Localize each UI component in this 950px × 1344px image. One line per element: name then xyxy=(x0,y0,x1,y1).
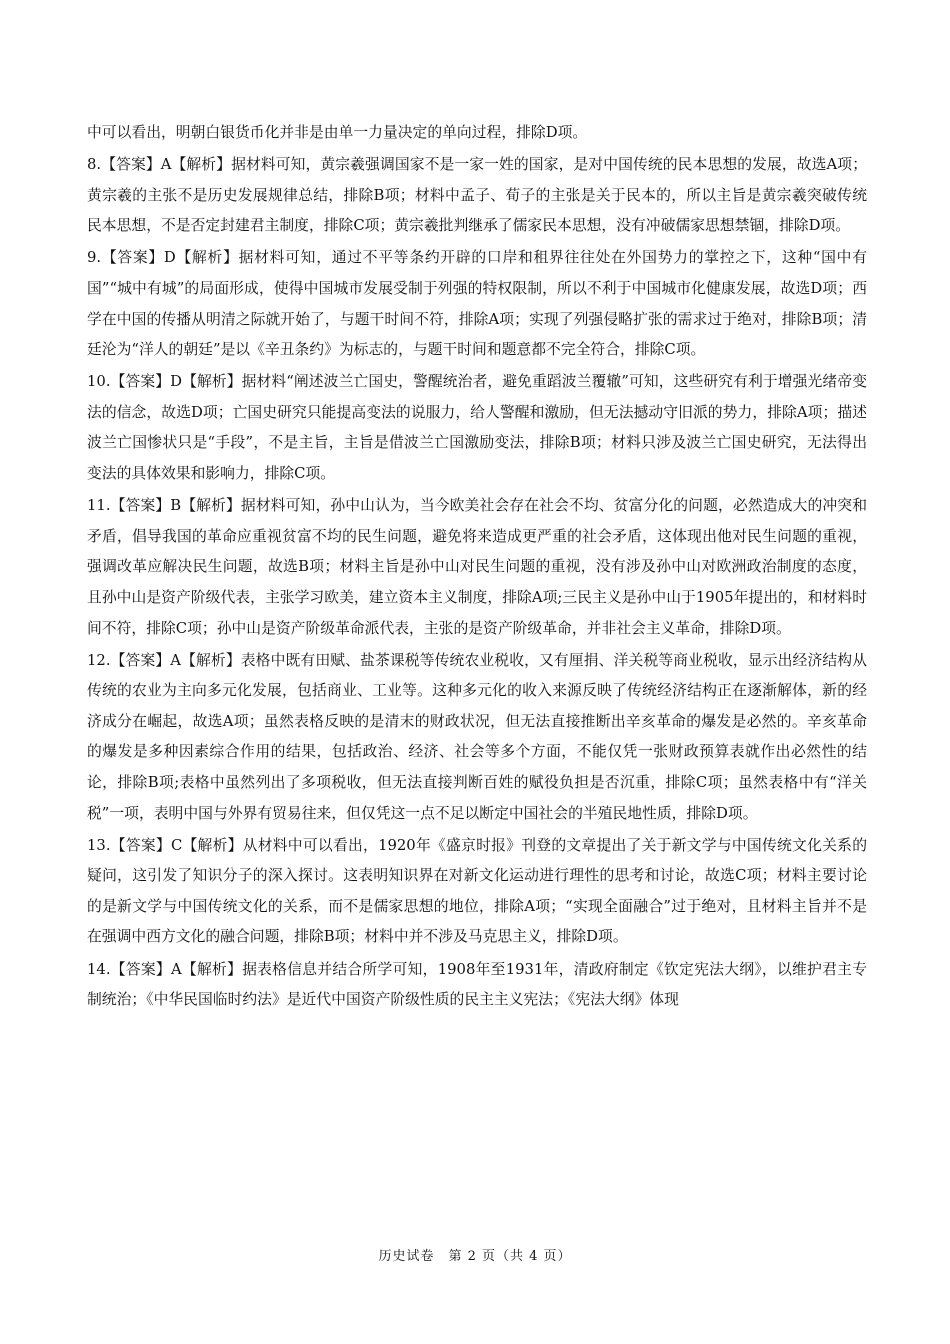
paragraph-q9: 9.【答案】D【解析】据材料可知，通过不平等条约开辟的口岸和租界往往处在外国势力的掌控之下，这种“国中有国”“城中有城”的局面形成，使得中国城市发展受制于列强的特权限制，所以不利于中国城市化健康发展，故选D项；西学在中国的传播从明清之际就开始了，与题干时间不符，排除A项；实现了列强侵略扩张的需求过于绝对，排除B项；清廷沦为“洋人的朝廷”是以《辛丑条约》为标志的，与题干时间和题意都不完全符合，排除C项。 xyxy=(87,249,867,359)
page-footer: 历史试卷 第 2 页（共 4 页） xyxy=(378,1249,572,1264)
paragraph-q13: 13.【答案】C【解析】从材料中可以看出，1920年《盛京时报》刊登的文章提出了关于新文学与中国传统文化关系的疑问，这引发了知识分子的深入探讨。这表明知识界在对新文化运动进行理性的思考和讨论，故选C项；材料主要讨论的是新文学与中国传统文化的关系，而不是儒家思想的地位，排除A项；“实现全面融合”过于绝对，且材料主旨并不是在强调中西方文化的融合问题，排除B项；材料中并不涉及马克思主义，排除D项。 xyxy=(87,836,867,946)
paragraph-7-tail: 中可以看出，明朝白银货币化并非是由单一力量决定的单向过程，排除D项。 xyxy=(87,124,588,141)
paragraph-q12: 12.【答案】A【解析】表格中既有田赋、盐茶课税等传统农业税收，又有厘捐、洋关税等商业税收，显示出经济结构从传统的农业为主向多元化发展，包括商业、工业等。这种多元化的收入来源反映了传统经济结构正在逐渐解体，新的经济成分在崛起，故选A项；虽然表格反映的是清末的财政状况，但无法直接推断出辛亥革命的爆发是必然的。辛亥革命的爆发是多种因素综合作用的结果，包括政治、经济、社会等多个方面，不能仅凭一张财政预算表就作出必然性的结论，排除B项;表格中虽然列出了多项税收，但无法直接判断百姓的赋役负担是否沉重，排除C项；虽然表格中有“洋关税”一项，表明中国与外界有贸易往来，但仅凭这一点不足以断定中国社会的半殖民地性质，排除D项。 xyxy=(87,651,867,822)
answer-explanations xyxy=(87,118,867,1017)
paragraph-q8: 8.【答案】A【解析】据材料可知，黄宗羲强调国家不是一家一姓的国家，是对中国传统的民本思想的发展，故选A项；黄宗羲的主张不是历史发展规律总结，排除B项；材料中孟子、荀子的主张是关于民本的，所以主旨是黄宗羲突破传统民本思想，不是否定封建君主制度，排除C项；黄宗羲批判继承了儒家民本思想，没有冲破儒家思想禁锢，排除D项。 xyxy=(87,156,867,235)
paragraph-q10: 10.【答案】D【解析】据材料“阐述波兰亡国史，警醒统治者，避免重蹈波兰覆辙”可知，这些研究有利于增强光绪帝变法的信念，故选D项；亡国史研究只能提高变法的说服力，给人警醒和激励，但无法撼动守旧派的势力，排除A项；描述波兰亡国惨状只是“手段”，不是主旨，主旨是借波兰亡国激励变法，排除B项；材料只涉及波兰亡国史研究，无法得出变法的具体效果和影响力，排除C项。 xyxy=(87,373,867,483)
paragraph-q11: 11.【答案】B【解析】据材料可知，孙中山认为，当今欧美社会存在社会不均、贫富分化的问题，必然造成大的冲突和矛盾，倡导我国的革命应重视贫富不均的民生问题，避免将来造成更严重的社会矛盾，这体现出他对民生问题的重视，强调改革应解决民生问题，故选B项；材料主旨是孙中山对民生问题的重视，没有涉及孙中山对欧洲政治制度的态度，且孙中山是资产阶级代表，主张学习欧美，建立资本主义制度，排除A项;三民主义是孙中山于1905年提出的，和材料时间不符，排除C项；孙中山是资产阶级革命派代表，主张的是资产阶级革命，并非社会主义革命，排除D项。 xyxy=(87,497,867,637)
paragraph-q14: 14.【答案】A【解析】据表格信息并结合所学可知，1908年至1931年，清政府制定《钦定宪法大纲》，以维护君主专制统治；《中华民国临时约法》是近代中国资产阶级性质的民主主义宪法；《宪法大纲》体现 xyxy=(87,960,867,1009)
